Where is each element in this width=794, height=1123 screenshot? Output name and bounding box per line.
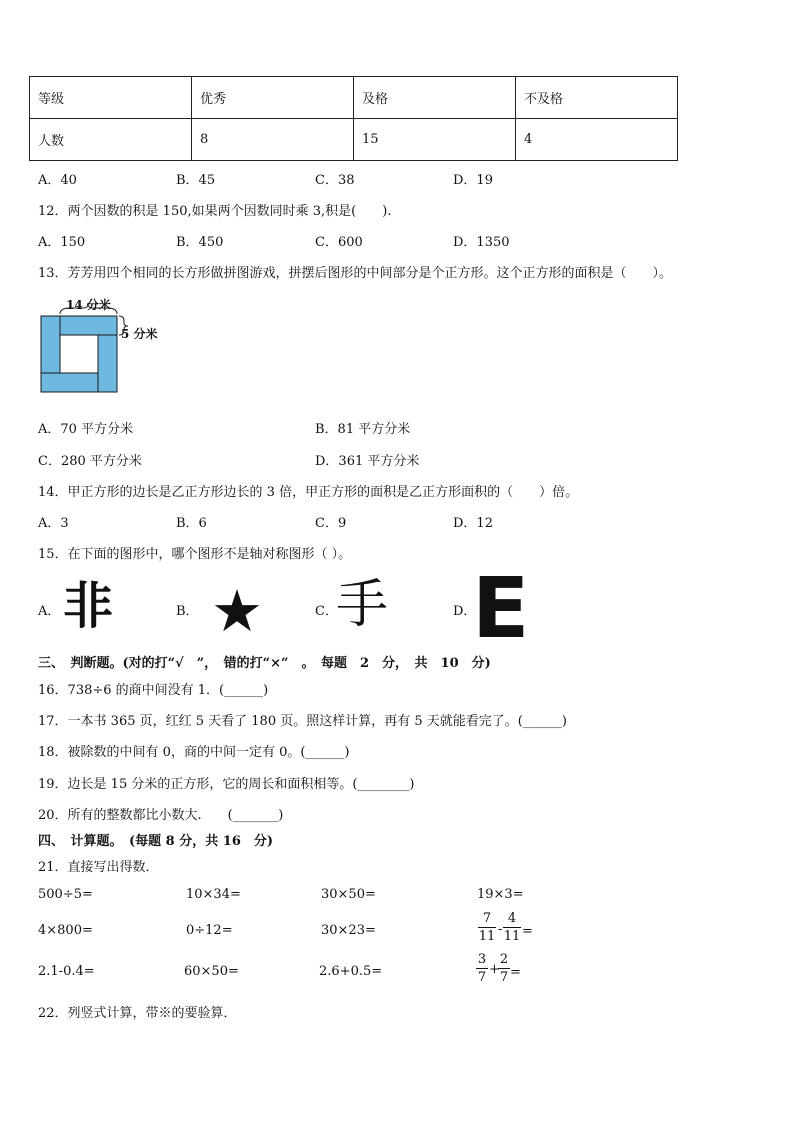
q12-option-d: D．1350 — [453, 235, 510, 250]
q13-option-a: A．70 平方分米 — [38, 422, 134, 437]
square-frame-figure — [40, 294, 180, 396]
q12-question: 12．两个因数的积是 150,如果两个因数同时乘 3,积是( ). — [38, 204, 392, 219]
q15-option-c-label: C． — [315, 604, 338, 619]
q11-option-a: A．40 — [38, 173, 77, 188]
q21-question: 21．直接写出得数． — [38, 860, 159, 875]
equals-sign: = — [510, 965, 521, 980]
fraction-numerator: 2 — [499, 952, 509, 967]
fei-character-icon: 非 — [63, 577, 113, 635]
section-4-title: 四、 计算题。 (每题 8 分，共 16 分) — [38, 834, 274, 849]
judge-item: 16．738÷6 的商中间没有 1．(______) — [38, 683, 269, 698]
shou-character-icon: 手 — [336, 575, 389, 635]
fraction-numerator: 7 — [482, 911, 492, 926]
table-cell: 人数 — [30, 119, 192, 161]
judge-item: 20．所有的整数都比小数大. (_______) — [38, 808, 284, 823]
calc-item: 19×3= — [477, 887, 524, 902]
q12-option-b: B．450 — [176, 235, 224, 250]
table-cell: 优秀 — [192, 77, 354, 119]
calc-item: 60×50= — [184, 964, 239, 979]
calc-item: 2.1-0.4= — [38, 964, 95, 979]
q14-option-d: D．12 — [453, 516, 493, 531]
q11-option-c: C．38 — [315, 173, 355, 188]
fraction — [503, 910, 521, 945]
section-3-title: 三、 判断题。(对的打“√ ”， 错的打“×” 。 每题 2 分， 共 10 分) — [38, 656, 491, 671]
table-cell: 不及格 — [516, 77, 678, 119]
right-rectangle — [98, 335, 117, 392]
table-cell: 8 — [192, 119, 354, 161]
q12-option-c: C．600 — [315, 235, 363, 250]
fraction-denominator: 7 — [477, 970, 487, 985]
q15-option-a-label: A． — [38, 604, 61, 619]
q13-option-c: C．280 平方分米 — [38, 454, 142, 469]
table-cell: 4 — [516, 119, 678, 161]
calc-item: 0÷12= — [186, 923, 233, 938]
q14-option-c: C．9 — [315, 516, 347, 531]
table-cell: 及格 — [354, 77, 516, 119]
calc-item: 500÷5= — [38, 887, 93, 902]
q12-option-a: A．150 — [38, 235, 86, 250]
q14-option-a: A．3 — [38, 516, 69, 531]
q13-option-d: D．361 平方分米 — [315, 454, 420, 469]
calc-item: 10×34= — [186, 887, 241, 902]
table-row — [30, 77, 678, 119]
q22-question: 22．列竖式计算，带※的要验算． — [38, 1006, 237, 1021]
center-square — [60, 335, 98, 373]
equals-sign: = — [522, 924, 533, 939]
fraction-numerator: 4 — [507, 911, 517, 926]
q15-option-d-label: D． — [453, 604, 477, 619]
top-dimension-label: 14 分米 — [66, 298, 111, 312]
fraction-denominator: 11 — [478, 929, 496, 944]
q11-option-d: D．19 — [453, 173, 493, 188]
fraction-denominator: 7 — [499, 970, 509, 985]
fraction-numerator: 3 — [477, 952, 487, 967]
judge-item: 17．一本书 365 页，红红 5 天看了 180 页。照这样计算，再有 5 天就能看完了。(______) — [38, 714, 567, 729]
calc-item: 4×800= — [38, 923, 93, 938]
q14-option-b: B．6 — [176, 516, 207, 531]
q15-question: 15．在下面的图形中，哪个图形不是轴对称图形（ ）。 — [38, 547, 352, 562]
fraction — [478, 910, 496, 945]
fraction-denominator: 11 — [503, 929, 521, 944]
operator: - — [498, 922, 503, 937]
q14-question: 14．甲正方形的边长是乙正方形边长的 3 倍，甲正方形的面积是乙正方形面积的（ ）倍。 — [38, 485, 579, 500]
calc-item: 30×50= — [321, 887, 376, 902]
judge-item: 18．被除数的中间有 0，商的中间一定有 0。(______) — [38, 745, 350, 760]
table-row — [30, 119, 678, 161]
calc-item: 2.6+0.5= — [319, 964, 383, 979]
grade-table — [29, 76, 678, 161]
top-rectangle — [60, 316, 117, 335]
calc-item: 30×23= — [321, 923, 376, 938]
side-dimension-label: 5 分米 — [121, 327, 158, 341]
q11-option-b: B．45 — [176, 173, 216, 188]
bottom-rectangle — [41, 373, 98, 392]
table-cell: 等级 — [30, 77, 192, 119]
left-rectangle — [41, 316, 60, 373]
fraction — [476, 951, 488, 986]
operator: + — [489, 962, 500, 977]
q15-option-b-label: B． — [176, 604, 199, 619]
q13-question: 13．芳芳用四个相同的长方形做拼图游戏，拼摆后图形的中间部分是个正方形。这个正方形的面积是（ ）。 — [38, 266, 673, 281]
judge-item: 19．边长是 15 分米的正方形，它的周长和面积相等。(________) — [38, 777, 415, 792]
letter-e-icon: E — [472, 559, 530, 657]
star-icon: ★ — [211, 577, 263, 645]
fraction — [498, 951, 510, 986]
table-cell: 15 — [354, 119, 516, 161]
q13-option-b: B．81 平方分米 — [315, 422, 411, 437]
